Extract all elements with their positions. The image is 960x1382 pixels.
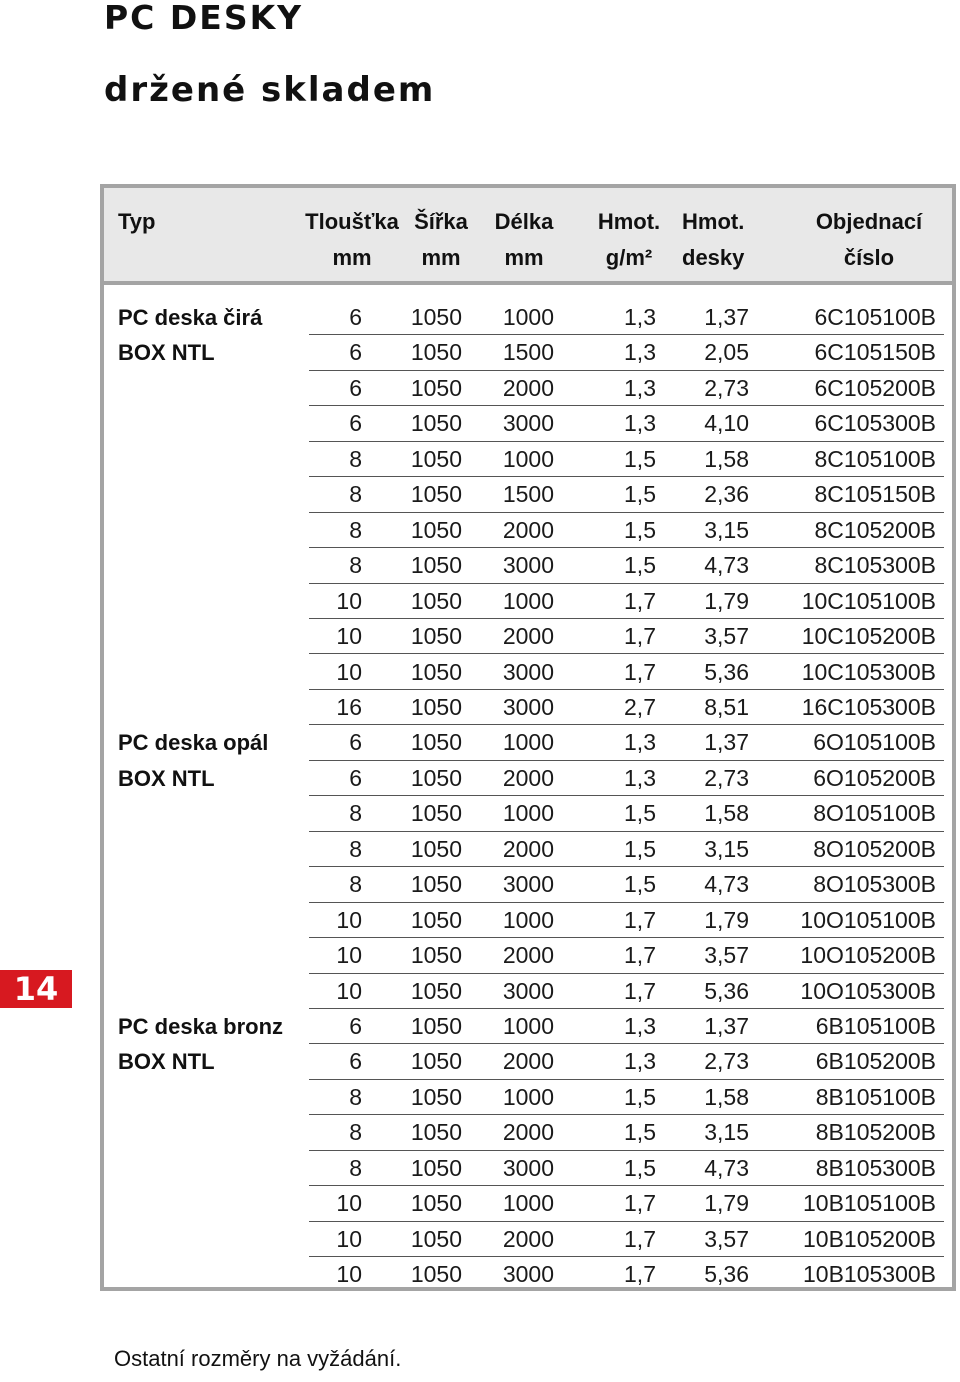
length-cell: 2000: [502, 835, 554, 862]
width-cell: 1050: [410, 658, 462, 685]
weight-sqm-cell: 1,3: [624, 339, 656, 366]
table-row: [104, 867, 952, 902]
weight-sqm-cell: 1,7: [624, 1225, 656, 1252]
thickness-cell: 6: [349, 339, 362, 366]
header-weight-sqm: [594, 204, 664, 276]
length-cell: 1000: [502, 729, 554, 756]
width-cell: 1050: [410, 1048, 462, 1075]
table-row: [104, 619, 952, 654]
weight-sqm-cell: 1,5: [624, 871, 656, 898]
header-weight-sheet-label: Hmot.: [682, 209, 745, 234]
length-cell: 1500: [502, 481, 554, 508]
length-cell: 1500: [502, 339, 554, 366]
length-cell: 1000: [502, 906, 554, 933]
length-cell: 3000: [502, 871, 554, 898]
length-cell: 1000: [502, 800, 554, 827]
length-cell: 1000: [502, 304, 554, 330]
weight-sheet-cell: 5,36: [704, 977, 749, 1004]
order-number-cell: 16C105300B: [801, 693, 936, 720]
width-cell: 1050: [410, 764, 462, 791]
weight-sqm-cell: 1,5: [624, 835, 656, 862]
thickness-cell: 10: [336, 1190, 362, 1217]
table-row: [104, 690, 952, 725]
weight-sqm-cell: 1,3: [624, 1013, 656, 1039]
weight-sheet-cell: 2,73: [704, 764, 749, 791]
thickness-cell: 10: [336, 1225, 362, 1252]
weight-sqm-cell: 1,5: [624, 481, 656, 508]
order-number-cell: 6O105200B: [813, 764, 936, 791]
table-row: [104, 1115, 952, 1150]
thickness-cell: 8: [349, 1119, 362, 1146]
thickness-cell: 10: [336, 977, 362, 1004]
width-cell: 1050: [410, 339, 462, 366]
thickness-cell: 6: [349, 764, 362, 791]
order-number-cell: 6C105300B: [814, 410, 936, 437]
width-cell: 1050: [410, 871, 462, 898]
weight-sheet-cell: 5,36: [704, 1261, 749, 1288]
thickness-cell: 10: [336, 587, 362, 614]
order-number-cell: 10O105200B: [800, 942, 936, 969]
weight-sheet-cell: 4,73: [704, 552, 749, 579]
length-cell: 2000: [502, 623, 554, 650]
weight-sqm-cell: 1,3: [624, 764, 656, 791]
thickness-cell: 6: [349, 410, 362, 437]
width-cell: 1050: [410, 552, 462, 579]
weight-sqm-cell: 1,7: [624, 623, 656, 650]
weight-sheet-cell: 8,51: [704, 693, 749, 720]
footer-note: Ostatní rozměry na vyžádání.: [114, 1346, 402, 1371]
thickness-cell: 8: [349, 516, 362, 543]
order-number-cell: 6C105100B: [814, 304, 936, 330]
group-type-label: PC deska čirá: [118, 305, 263, 330]
width-cell: 1050: [410, 1154, 462, 1181]
width-cell: 1050: [410, 1261, 462, 1288]
weight-sheet-cell: 1,37: [704, 304, 749, 330]
length-cell: 1000: [502, 1083, 554, 1110]
weight-sheet-cell: 1,79: [704, 587, 749, 614]
width-cell: 1050: [410, 977, 462, 1004]
length-cell: 2000: [502, 942, 554, 969]
width-cell: 1050: [410, 481, 462, 508]
table-row: [104, 1257, 952, 1292]
table-row: [104, 584, 952, 619]
width-cell: 1050: [410, 1119, 462, 1146]
order-number-cell: 8O105300B: [813, 871, 936, 898]
width-cell: 1050: [410, 942, 462, 969]
length-cell: 3000: [502, 1261, 554, 1288]
length-cell: 2000: [502, 374, 554, 401]
table-row: [104, 974, 952, 1009]
weight-sqm-cell: 1,3: [624, 729, 656, 756]
header-weight-sheet: [682, 204, 744, 276]
thickness-cell: 8: [349, 481, 362, 508]
order-number-cell: 10B105200B: [802, 1225, 936, 1252]
weight-sheet-cell: 2,73: [704, 374, 749, 401]
header-order-number: [794, 204, 944, 276]
table-row: [104, 548, 952, 583]
table-row: [104, 761, 952, 796]
length-cell: 3000: [502, 977, 554, 1004]
table-row: [104, 1222, 952, 1257]
order-number-cell: 8B105100B: [815, 1083, 936, 1110]
weight-sqm-cell: 1,5: [624, 445, 656, 472]
header-thickness-label: Tloušťka: [305, 209, 399, 234]
table-row: [104, 477, 952, 512]
weight-sheet-cell: 3,15: [704, 516, 749, 543]
page-title: PC DESKY: [104, 0, 304, 37]
header-weight-sqm-unit: g/m²: [605, 245, 653, 270]
thickness-cell: 8: [349, 871, 362, 898]
thickness-cell: 6: [349, 1013, 362, 1039]
length-cell: 1000: [502, 587, 554, 614]
width-cell: 1050: [410, 304, 462, 330]
order-number-cell: 6O105100B: [813, 729, 936, 756]
length-cell: 3000: [502, 410, 554, 437]
order-number-cell: 10O105100B: [800, 906, 936, 933]
weight-sqm-cell: 1,3: [624, 1048, 656, 1075]
table-row: [104, 371, 952, 406]
weight-sheet-cell: 1,58: [704, 445, 749, 472]
thickness-cell: 10: [336, 1261, 362, 1288]
thickness-cell: 8: [349, 1154, 362, 1181]
thickness-cell: 6: [349, 729, 362, 756]
weight-sqm-cell: 1,3: [624, 304, 656, 330]
table-row: [104, 1186, 952, 1221]
length-cell: 2000: [502, 1119, 554, 1146]
thickness-cell: 6: [349, 304, 362, 330]
header-type-label: Typ: [118, 209, 156, 234]
thickness-cell: 8: [349, 552, 362, 579]
weight-sqm-cell: 1,5: [624, 516, 656, 543]
table-row: [104, 655, 952, 690]
length-cell: 3000: [502, 552, 554, 579]
thickness-cell: 10: [336, 942, 362, 969]
length-cell: 2000: [502, 1225, 554, 1252]
table-row: [104, 1151, 952, 1186]
order-number-cell: 8C105150B: [814, 481, 936, 508]
weight-sqm-cell: 1,7: [624, 1190, 656, 1217]
weight-sheet-cell: 1,58: [704, 800, 749, 827]
order-number-cell: 10B105300B: [802, 1261, 936, 1288]
length-cell: 1000: [502, 1013, 554, 1039]
group-package-label: BOX NTL: [118, 340, 215, 366]
weight-sqm-cell: 1,5: [624, 552, 656, 579]
header-length: [486, 204, 562, 276]
order-number-cell: 8B105200B: [815, 1119, 936, 1146]
width-cell: 1050: [410, 516, 462, 543]
order-number-cell: 10C105200B: [801, 623, 936, 650]
weight-sqm-cell: 2,7: [624, 693, 656, 720]
table-row: [104, 903, 952, 938]
length-cell: 2000: [502, 516, 554, 543]
thickness-cell: 10: [336, 658, 362, 685]
thickness-cell: 8: [349, 835, 362, 862]
order-number-cell: 8O105200B: [813, 835, 936, 862]
group-type-label: PC deska opál: [118, 730, 269, 756]
stock-table: [100, 184, 956, 1291]
weight-sqm-cell: 1,3: [624, 410, 656, 437]
width-cell: 1050: [410, 1190, 462, 1217]
header-type: [118, 204, 155, 240]
order-number-cell: 6C105200B: [814, 374, 936, 401]
width-cell: 1050: [410, 1225, 462, 1252]
table-row: [104, 1080, 952, 1115]
group-package-label: BOX NTL: [118, 1049, 215, 1075]
order-number-cell: 8C105200B: [814, 516, 936, 543]
table-row: [104, 335, 952, 370]
thickness-cell: 16: [336, 693, 362, 720]
table-row: [104, 513, 952, 548]
weight-sheet-cell: 2,05: [704, 339, 749, 366]
length-cell: 3000: [502, 658, 554, 685]
weight-sheet-cell: 2,73: [704, 1048, 749, 1075]
header-length-unit: mm: [504, 245, 544, 270]
header-thickness-unit: mm: [332, 245, 372, 270]
width-cell: 1050: [410, 800, 462, 827]
weight-sheet-cell: 3,15: [704, 835, 749, 862]
table-row: [104, 938, 952, 973]
thickness-cell: 8: [349, 800, 362, 827]
group-package-label: BOX NTL: [118, 765, 215, 791]
thickness-cell: 8: [349, 1083, 362, 1110]
order-number-cell: 6B105100B: [815, 1013, 936, 1039]
table-row: [104, 406, 952, 441]
table-row: [104, 796, 952, 831]
order-number-cell: 6C105150B: [814, 339, 936, 366]
order-number-cell: 8B105300B: [815, 1154, 936, 1181]
weight-sqm-cell: 1,3: [624, 374, 656, 401]
weight-sqm-cell: 1,7: [624, 587, 656, 614]
page-number-tab: 14: [0, 970, 72, 1008]
order-number-cell: 10C105100B: [801, 587, 936, 614]
length-cell: 1000: [502, 1190, 554, 1217]
table-header: [104, 188, 952, 285]
header-thickness: [302, 204, 402, 276]
header-width-unit: mm: [421, 245, 461, 270]
width-cell: 1050: [410, 729, 462, 756]
group-type-label: PC deska bronz: [118, 1014, 284, 1039]
weight-sqm-cell: 1,7: [624, 942, 656, 969]
width-cell: 1050: [410, 693, 462, 720]
order-number-cell: 6B105200B: [815, 1048, 936, 1075]
thickness-cell: 8: [349, 445, 362, 472]
weight-sheet-cell: 4,10: [704, 410, 749, 437]
table-row: [104, 442, 952, 477]
weight-sqm-cell: 1,5: [624, 1083, 656, 1110]
weight-sheet-cell: 1,79: [704, 906, 749, 933]
table-row: [104, 1044, 952, 1079]
weight-sqm-cell: 1,5: [624, 1154, 656, 1181]
weight-sqm-cell: 1,5: [624, 800, 656, 827]
order-number-cell: 8C105100B: [814, 445, 936, 472]
width-cell: 1050: [410, 587, 462, 614]
page-subtitle: držené skladem: [104, 70, 436, 110]
order-number-cell: 8O105100B: [813, 800, 936, 827]
length-cell: 1000: [502, 445, 554, 472]
weight-sheet-cell: 1,79: [704, 1190, 749, 1217]
weight-sqm-cell: 1,7: [624, 658, 656, 685]
weight-sqm-cell: 1,5: [624, 1119, 656, 1146]
weight-sheet-cell: 1,37: [704, 729, 749, 756]
header-weight-sqm-label: Hmot.: [597, 209, 661, 234]
weight-sheet-cell: 3,57: [704, 623, 749, 650]
width-cell: 1050: [410, 374, 462, 401]
weight-sheet-cell: 1,37: [704, 1013, 749, 1039]
weight-sheet-cell: 1,58: [704, 1083, 749, 1110]
width-cell: 1050: [410, 835, 462, 862]
weight-sheet-cell: 4,73: [704, 1154, 749, 1181]
length-cell: 3000: [502, 693, 554, 720]
weight-sheet-cell: 3,57: [704, 1225, 749, 1252]
weight-sheet-cell: 2,36: [704, 481, 749, 508]
header-order-number-label: Objednací: [815, 209, 923, 234]
width-cell: 1050: [410, 906, 462, 933]
width-cell: 1050: [410, 445, 462, 472]
header-length-label: Délka: [494, 209, 554, 234]
weight-sqm-cell: 1,7: [624, 977, 656, 1004]
thickness-cell: 6: [349, 1048, 362, 1075]
order-number-cell: 8C105300B: [814, 552, 936, 579]
weight-sheet-cell: 3,57: [704, 942, 749, 969]
thickness-cell: 10: [336, 623, 362, 650]
thickness-cell: 10: [336, 906, 362, 933]
width-cell: 1050: [410, 623, 462, 650]
header-width: [406, 204, 476, 276]
weight-sheet-cell: 4,73: [704, 871, 749, 898]
weight-sheet-cell: 3,15: [704, 1119, 749, 1146]
header-weight-sheet-unit: desky: [682, 245, 745, 270]
width-cell: 1050: [410, 1083, 462, 1110]
width-cell: 1050: [410, 410, 462, 437]
length-cell: 2000: [502, 764, 554, 791]
length-cell: 2000: [502, 1048, 554, 1075]
width-cell: 1050: [410, 1013, 462, 1039]
order-number-cell: 10O105300B: [800, 977, 936, 1004]
weight-sqm-cell: 1,7: [624, 906, 656, 933]
table-row: [104, 832, 952, 867]
thickness-cell: 6: [349, 374, 362, 401]
header-order-number-unit: číslo: [843, 245, 895, 270]
weight-sqm-cell: 1,7: [624, 1261, 656, 1288]
weight-sheet-cell: 5,36: [704, 658, 749, 685]
order-number-cell: 10B105100B: [802, 1190, 936, 1217]
length-cell: 3000: [502, 1154, 554, 1181]
order-number-cell: 10C105300B: [801, 658, 936, 685]
header-width-label: Šířka: [414, 209, 468, 234]
